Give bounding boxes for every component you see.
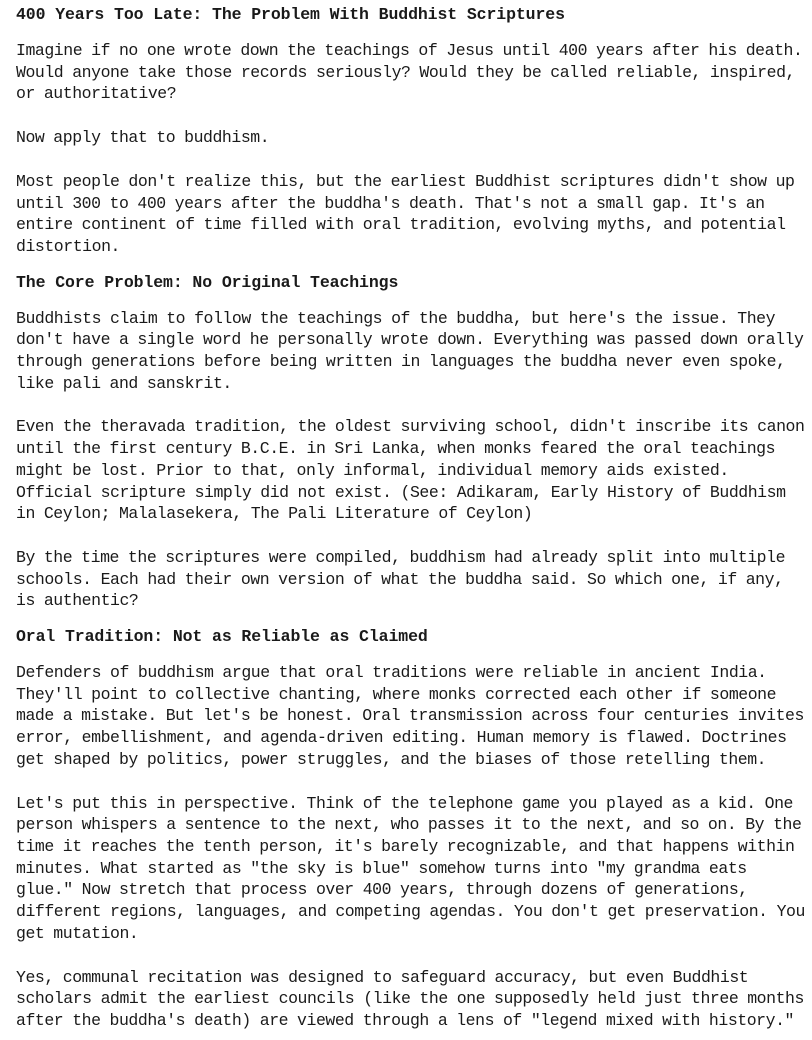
section2-paragraph-1: Defenders of buddhism argue that oral traditions were reliable in ancient India. They'll point to collective chanting, where monks corrected each other if someone made a mistake. But let's be honest. Oral transmission across four centuries invites error, embellishment, and agenda-driven editing. Human memory is flawed. Doctrines get shaped by politics, power struggles, and the biases of those retelling them.: [16, 663, 804, 769]
section1-paragraph-1: Buddhists claim to follow the teachings of the buddha, but here's the issue. They don't have a single word he personally wrote down. Everything was passed down orally through generations before being written in languages the buddha never even spoke, like pali and sanskrit.: [16, 308, 804, 393]
section-heading-oral-tradition: Oral Tradition: Not as Reliable as Claimed: [16, 627, 428, 647]
section2-paragraph-2: Let's put this in perspective. Think of the telephone game you played as a kid. One person whispers a sentence to the next, who passes it to the next, and so on. By the time it reaches the tenth person, it's barely recognizable, and that happens within minutes. What started as "the sky is blue" somehow turns into "my grandma eats glue." Now stretch that process over 400 years, through dozens of generations, different regions, languages, and competing agendas. You don't get preservation. You get mutation.: [16, 793, 805, 943]
article-title: 400 Years Too Late: The Problem With Buddhist Scriptures: [16, 5, 565, 24]
section1-paragraph-2: Even the theravada tradition, the oldest surviving school, didn't inscribe its canon until the first century B.C.E. in Sri Lanka, when monks feared the oral teachings might be lost. Prior to that, only informal, individual memory aids existed. Official scripture simply did not exist. (See: Adikaram, Early History of Buddhism in Ceylon; Malalasekera, The Pali Literature of Ceylon): [16, 417, 805, 524]
section-heading-core-problem: The Core Problem: No Original Teachings: [16, 272, 399, 292]
intro-paragraph-1: Imagine if no one wrote down the teachings of Jesus until 400 years after his death. Would anyone take those records seriously? Would they be called reliable, inspired, or authoritative?: [16, 41, 803, 104]
section2-paragraph-3: Yes, communal recitation was designed to safeguard accuracy, but even Buddhist scholars admit the earliest councils (like the one supposedly held just three months after the buddha's death) are viewed through a lens of "legend mixed with history.": [16, 967, 804, 1030]
section1-paragraph-3: By the time the scriptures were compiled, buddhism had already split into multiple schools. Each had their own version of what the buddha said. So which one, if any, is authentic?: [16, 547, 786, 611]
intro-paragraph-3: Most people don't realize this, but the earliest Buddhist scriptures didn't show up until 300 to 400 years after the buddha's death. That's not a small gap. It's an entire continent of time filled with oral tradition, evolving myths, and potential distortion.: [16, 171, 795, 256]
article: [16, 4, 806, 1032]
intro-paragraph-2: Now apply that to buddhism.: [16, 128, 270, 148]
